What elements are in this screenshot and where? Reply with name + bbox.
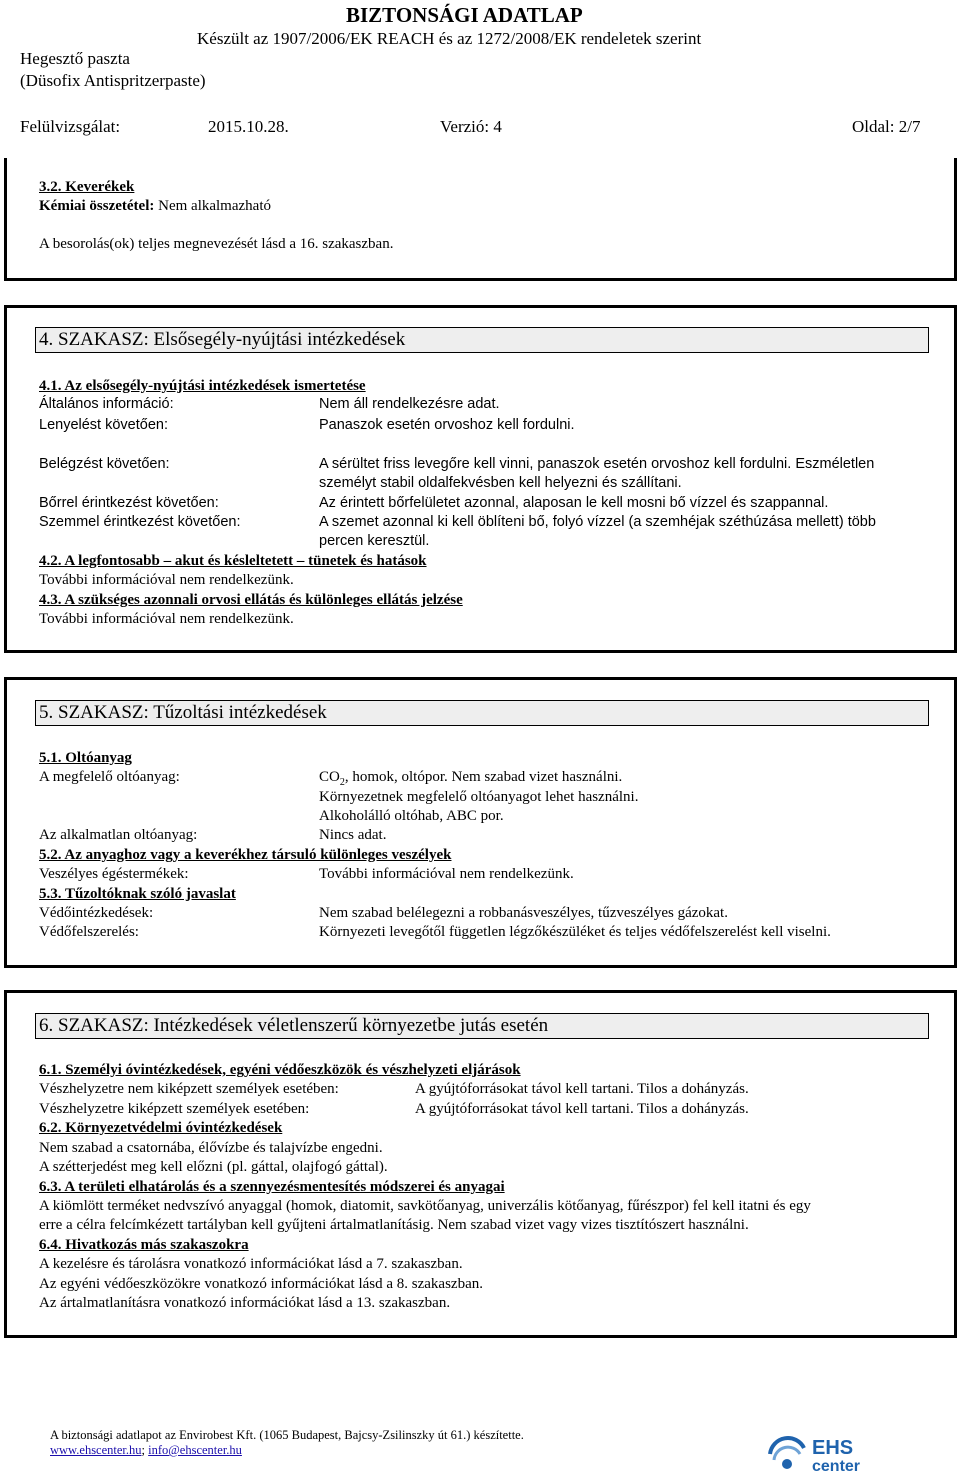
link-separator: ; xyxy=(141,1443,149,1457)
reference-line-3: Az ártalmatlanításra vonatkozó információkat lásd a 13. szakaszban. xyxy=(39,1295,451,1311)
general-info-label: Általános információ: xyxy=(39,396,174,412)
eye-value-line-1: A szemet azonnal ki kell öblíteni bő, folyó vízzel (a szemhéjak széthúzása mellett) több xyxy=(319,514,876,530)
untrained-label: Vészhelyzetre nem kiképzett személyek esetében: xyxy=(39,1081,339,1097)
section-4-3-text: További információval nem rendelkezünk. xyxy=(39,611,294,627)
email-link[interactable]: info@ehscenter.hu xyxy=(148,1443,242,1457)
section-4-2-heading: 4.2. A legfontosabb – akut és késleltetett – tünetek és hatások xyxy=(39,553,427,569)
protective-equipment-label: Védőfelszerelés: xyxy=(39,924,139,940)
section-5-1-heading: 5.1. Oltóanyag xyxy=(39,750,132,766)
version: Verzió: 4 xyxy=(440,117,502,136)
eye-label: Szemmel érintkezést követően: xyxy=(39,514,241,530)
composition-line xyxy=(39,197,271,216)
hazard-products-value: További információval nem rendelkezünk. xyxy=(319,866,574,882)
classification-note: A besorolás(ok) teljes megnevezését lásd a 16. szakaszban. xyxy=(39,236,394,252)
composition-value: Nem alkalmazható xyxy=(154,198,271,214)
ingestion-value: Panaszok esetén orvoshoz kell fordulni. xyxy=(319,417,575,433)
cleanup-line-2: erre a célra felcímkézett tartályban kell gyűjteni ártalmatlanításig. Nem szabad vizet vagy vizes tisztítószert használni. xyxy=(39,1217,749,1233)
logo-mark-icon xyxy=(770,1438,804,1469)
cleanup-line-1: A kiömlött terméket nedvszívó anyaggal (homok, diatomit, savkötőanyag, univerzális kötőanyag, fűrészpor) fel kell itatni és egy xyxy=(39,1198,811,1214)
ehs-center-logo xyxy=(768,1434,903,1474)
suitable-media-value-line-2: Környezetnek megfelelő oltóanyagot lehet használni. xyxy=(319,789,639,805)
unsuitable-media-value: Nincs adat. xyxy=(319,827,387,843)
product-name-alt: (Düsofix Antispritzerpaste) xyxy=(20,71,206,90)
general-info-value: Nem áll rendelkezésre adat. xyxy=(319,396,500,412)
section-4-title: 4. SZAKASZ: Elsősegély-nyújtási intézkedések xyxy=(35,327,929,353)
footer-credit: A biztonsági adatlapot az Envirobest Kft. (1065 Budapest, Bajcsy-Zsilinszky út 61.) készítette. xyxy=(50,1428,524,1442)
trained-label: Vészhelyzetre kiképzett személyek esetében: xyxy=(39,1101,310,1117)
co-text: CO xyxy=(319,769,340,785)
inhalation-value-line-1: A sérültet friss levegőre kell vinni, panaszok esetén orvoshoz kell fordulni. Eszméletlen xyxy=(319,456,875,472)
review-date: 2015.10.28. xyxy=(208,117,289,136)
composition-label: Kémiai összetétel: xyxy=(39,198,155,214)
section-6-1-heading: 6.1. Személyi óvintézkedések, egyéni védőeszközök és vészhelyzeti eljárások xyxy=(39,1062,521,1078)
ingestion-label: Lenyelést követően: xyxy=(39,417,168,433)
product-name-primary: Hegesztő paszta xyxy=(20,49,130,68)
inhalation-label: Belégzést követően: xyxy=(39,456,170,472)
section-3-2-heading: 3.2. Keverékek xyxy=(39,179,135,195)
protective-measures-value: Nem szabad belélegezni a robbanásveszélyes, tűzveszélyes gázokat. xyxy=(319,905,728,921)
review-label: Felülvizsgálat: xyxy=(20,117,121,136)
environment-line-2: A szétterjedést meg kell előzni (pl. gáttal, olajfogó gáttal). xyxy=(39,1159,388,1175)
page-number: Oldal: 2/7 xyxy=(852,117,921,136)
skin-value: Az érintett bőrfelületet azonnal, alaposan le kell mosni bő vízzel és szappannal. xyxy=(319,495,829,511)
website-link[interactable]: www.ehscenter.hu xyxy=(50,1443,142,1457)
co-subscript: 2 xyxy=(339,777,345,788)
footer-links xyxy=(50,1443,242,1458)
protective-measures-label: Védőintézkedések: xyxy=(39,905,154,921)
section-4-3-heading: 4.3. A szükséges azonnali orvosi ellátás és különleges ellátás jelzése xyxy=(39,592,463,608)
inhalation-value-line-2: személyt stabil oldalfekvésben kell helyezni és szállítani. xyxy=(319,475,682,491)
section-6-3-heading: 6.3. A területi elhatárolás és a szennyezésmentesítés módszerei és anyagai xyxy=(39,1179,505,1195)
untrained-value: A gyújtóforrásokat távol kell tartani. Tilos a dohányzás. xyxy=(415,1081,749,1097)
environment-line-1: Nem szabad a csatornába, élővízbe és talajvízbe engedni. xyxy=(39,1140,383,1156)
skin-label: Bőrrel érintkezést követően: xyxy=(39,495,219,511)
unsuitable-media-label: Az alkalmatlan oltóanyag: xyxy=(39,827,198,843)
logo-text-center: center xyxy=(812,1458,861,1474)
reference-line-2: Az egyéni védőeszközökre vonatkozó információkat lásd a 8. szakaszban. xyxy=(39,1276,483,1292)
reference-line-1: A kezelésre és tárolásra vonatkozó információkat lásd a 7. szakaszban. xyxy=(39,1256,463,1272)
section-6-2-heading: 6.2. Környezetvédelmi óvintézkedések xyxy=(39,1120,283,1136)
section-4-2-text: További információval nem rendelkezünk. xyxy=(39,572,294,588)
section-5-title: 5. SZAKASZ: Tűzoltási intézkedések xyxy=(35,700,929,726)
section-5-2-heading: 5.2. Az anyaghoz vagy a keverékhez társuló különleges veszélyek xyxy=(39,847,452,863)
logo-text-ehs: EHS xyxy=(812,1437,854,1459)
product-name xyxy=(20,48,206,92)
protective-equipment-value: Környezeti levegőtől független légzőkészüléket és teljes védőfelszerelést kell viselni. xyxy=(319,924,831,940)
section-6-4-heading: 6.4. Hivatkozás más szakaszokra xyxy=(39,1237,249,1253)
regulation-subtitle: Készült az 1907/2006/EK REACH és az 1272/2008/EK rendeletek szerint xyxy=(197,29,702,48)
hazard-products-label: Veszélyes égéstermékek: xyxy=(39,866,189,882)
section-3-box xyxy=(4,158,957,281)
suitable-media-label: A megfelelő oltóanyag: xyxy=(39,769,180,785)
suitable-rest: , homok, oltópor. Nem szabad vizet használni. xyxy=(344,769,623,785)
section-6-title: 6. SZAKASZ: Intézkedések véletlenszerű környezetbe jutás esetén xyxy=(35,1013,929,1039)
trained-value: A gyújtóforrásokat távol kell tartani. Tilos a dohányzás. xyxy=(415,1101,749,1117)
suitable-media-value-line-3: Alkoholálló oltóhab, ABC por. xyxy=(319,808,504,824)
section-4-1-heading: 4.1. Az elsősegély-nyújtási intézkedések ismertetése xyxy=(39,378,366,394)
document-title: BIZTONSÁGI ADATLAP xyxy=(346,3,583,27)
eye-value-line-2: percen keresztül. xyxy=(319,533,430,549)
section-5-3-heading: 5.3. Tűzoltóknak szóló javaslat xyxy=(39,886,236,902)
